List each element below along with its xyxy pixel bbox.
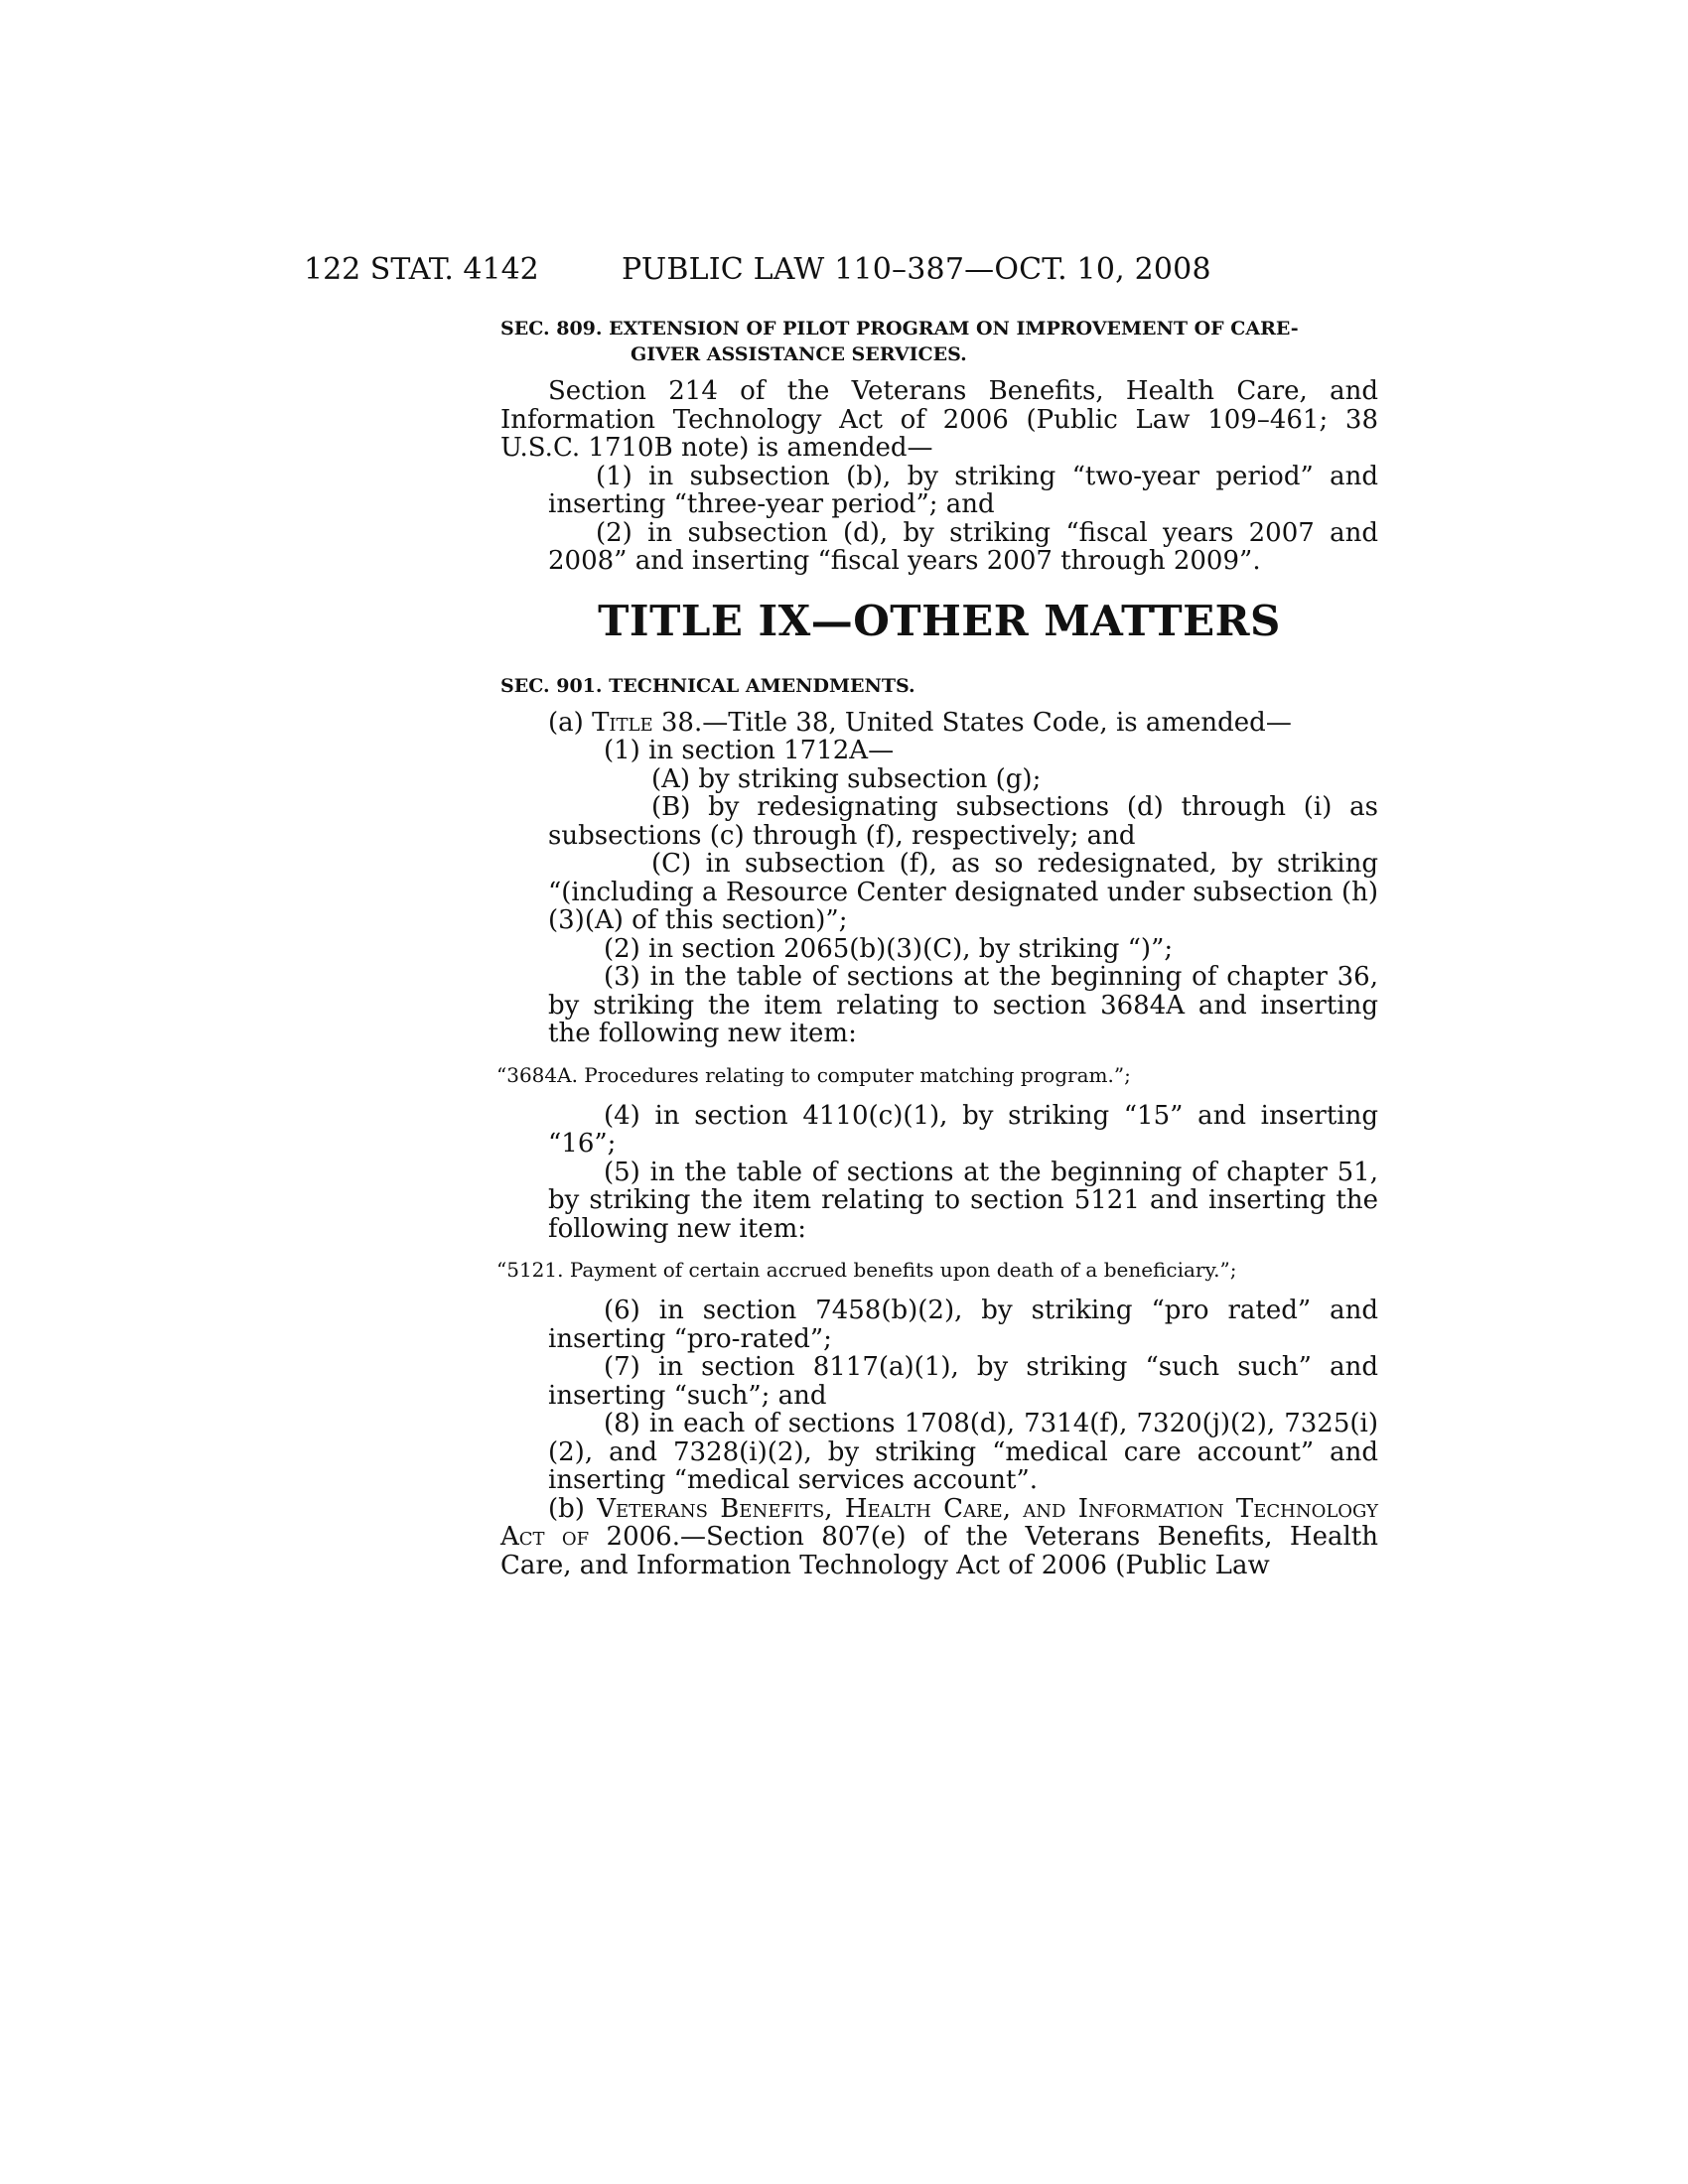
subsection-b-prefix: (b) [548, 1493, 598, 1524]
paragraph-a3: (3) in the table of sections at the beginning of chapter 36, by striking the item relating to section 3684A and inserting the following new item: [548, 962, 1378, 1048]
subsection-b [500, 1495, 1378, 1580]
subsection-b-text: .—Section 807(e) of the Veterans Benefits, Health Care, and Information Technology Act of 2006 (Public Law [500, 1522, 1379, 1580]
section-809-intro: Section 214 of the Veterans Benefits, Health Care, and Information Technology Act of 2006 (Public Law 109–461; 38 U.S.C. 1710B note) is amended— [500, 376, 1378, 463]
public-law-citation: PUBLIC LAW 110–387—OCT. 10, 2008 [622, 252, 1211, 287]
paragraph-a1: (1) in section 1712A— [604, 736, 895, 765]
paragraph-a8: (8) in each of sections 1708(d), 7314(f), 7320(j)(2), 7325(i)(2), and 7328(i)(2), by striking “medical care account” and inserting “medical services account”. [548, 1409, 1378, 1495]
table-item-3684A: “3684A. Procedures relating to computer matching program.”; [496, 1062, 1131, 1087]
paragraph-a4: (4) in section 4110(c)(1), by striking “15” and inserting “16”; [548, 1100, 1378, 1159]
paragraph-a5: (5) in the table of sections at the beginning of chapter 51, by striking the item relating to section 5121 and inserting the following new item: [548, 1157, 1378, 1244]
subsection-a [500, 709, 1378, 738]
page-body [496, 316, 1379, 1580]
table-item-5121: “5121. Payment of certain accrued benefits upon death of a beneficiary.”; [496, 1258, 1237, 1282]
section-901-heading: SEC. 901. TECHNICAL AMENDMENTS. [500, 674, 915, 697]
section-809-heading-line1: SEC. 809. EXTENSION OF PILOT PROGRAM ON IMPROVEMENT OF CARE- [500, 318, 1299, 340]
subsection-a-label: Title 38 [592, 707, 694, 738]
paragraph-a7: (7) in section 8117(a)(1), by striking “such such” and inserting “such”; and [548, 1352, 1378, 1411]
paragraph-a1-A: (A) by striking subsection (g); [651, 763, 1042, 794]
section-809-item-2: (2) in subsection (d), by striking “fiscal years 2007 and 2008” and inserting “fiscal years 2007 through 2009”. [548, 517, 1378, 576]
subsection-a-text: .—Title 38, United States Code, is amended— [693, 707, 1292, 738]
statute-page-number: 122 STAT. 4142 [304, 252, 539, 287]
page-header [304, 250, 1376, 290]
paragraph-a1-B: (B) by redesignating subsections (d) through (i) as subsections (c) through (f), respectively; and [548, 792, 1378, 851]
subsection-a-prefix: (a) [548, 707, 593, 738]
paragraph-a2: (2) in section 2065(b)(3)(C), by striking “)”; [604, 933, 1174, 964]
paragraph-a1-C: (C) in subsection (f), as so redesignated, by striking “(including a Resource Center designated under subsection (h)(3)(A) of this section)”; [548, 849, 1378, 935]
section-809-item-1: (1) in subsection (b), by striking “two-year period” and inserting “three-year period”; and [548, 461, 1378, 519]
section-809-heading-line2: GIVER ASSISTANCE SERVICES. [631, 343, 967, 365]
title-ix-heading: TITLE IX—OTHER MATTERS [598, 596, 1281, 645]
section-809-heading [500, 316, 1378, 367]
subsection-b-label: Veterans Benefits, Health Care, and Information Technology Act of 2006 [500, 1493, 1378, 1552]
paragraph-a6: (6) in section 7458(b)(2), by striking “pro rated” and inserting “pro-rated”; [548, 1296, 1378, 1354]
